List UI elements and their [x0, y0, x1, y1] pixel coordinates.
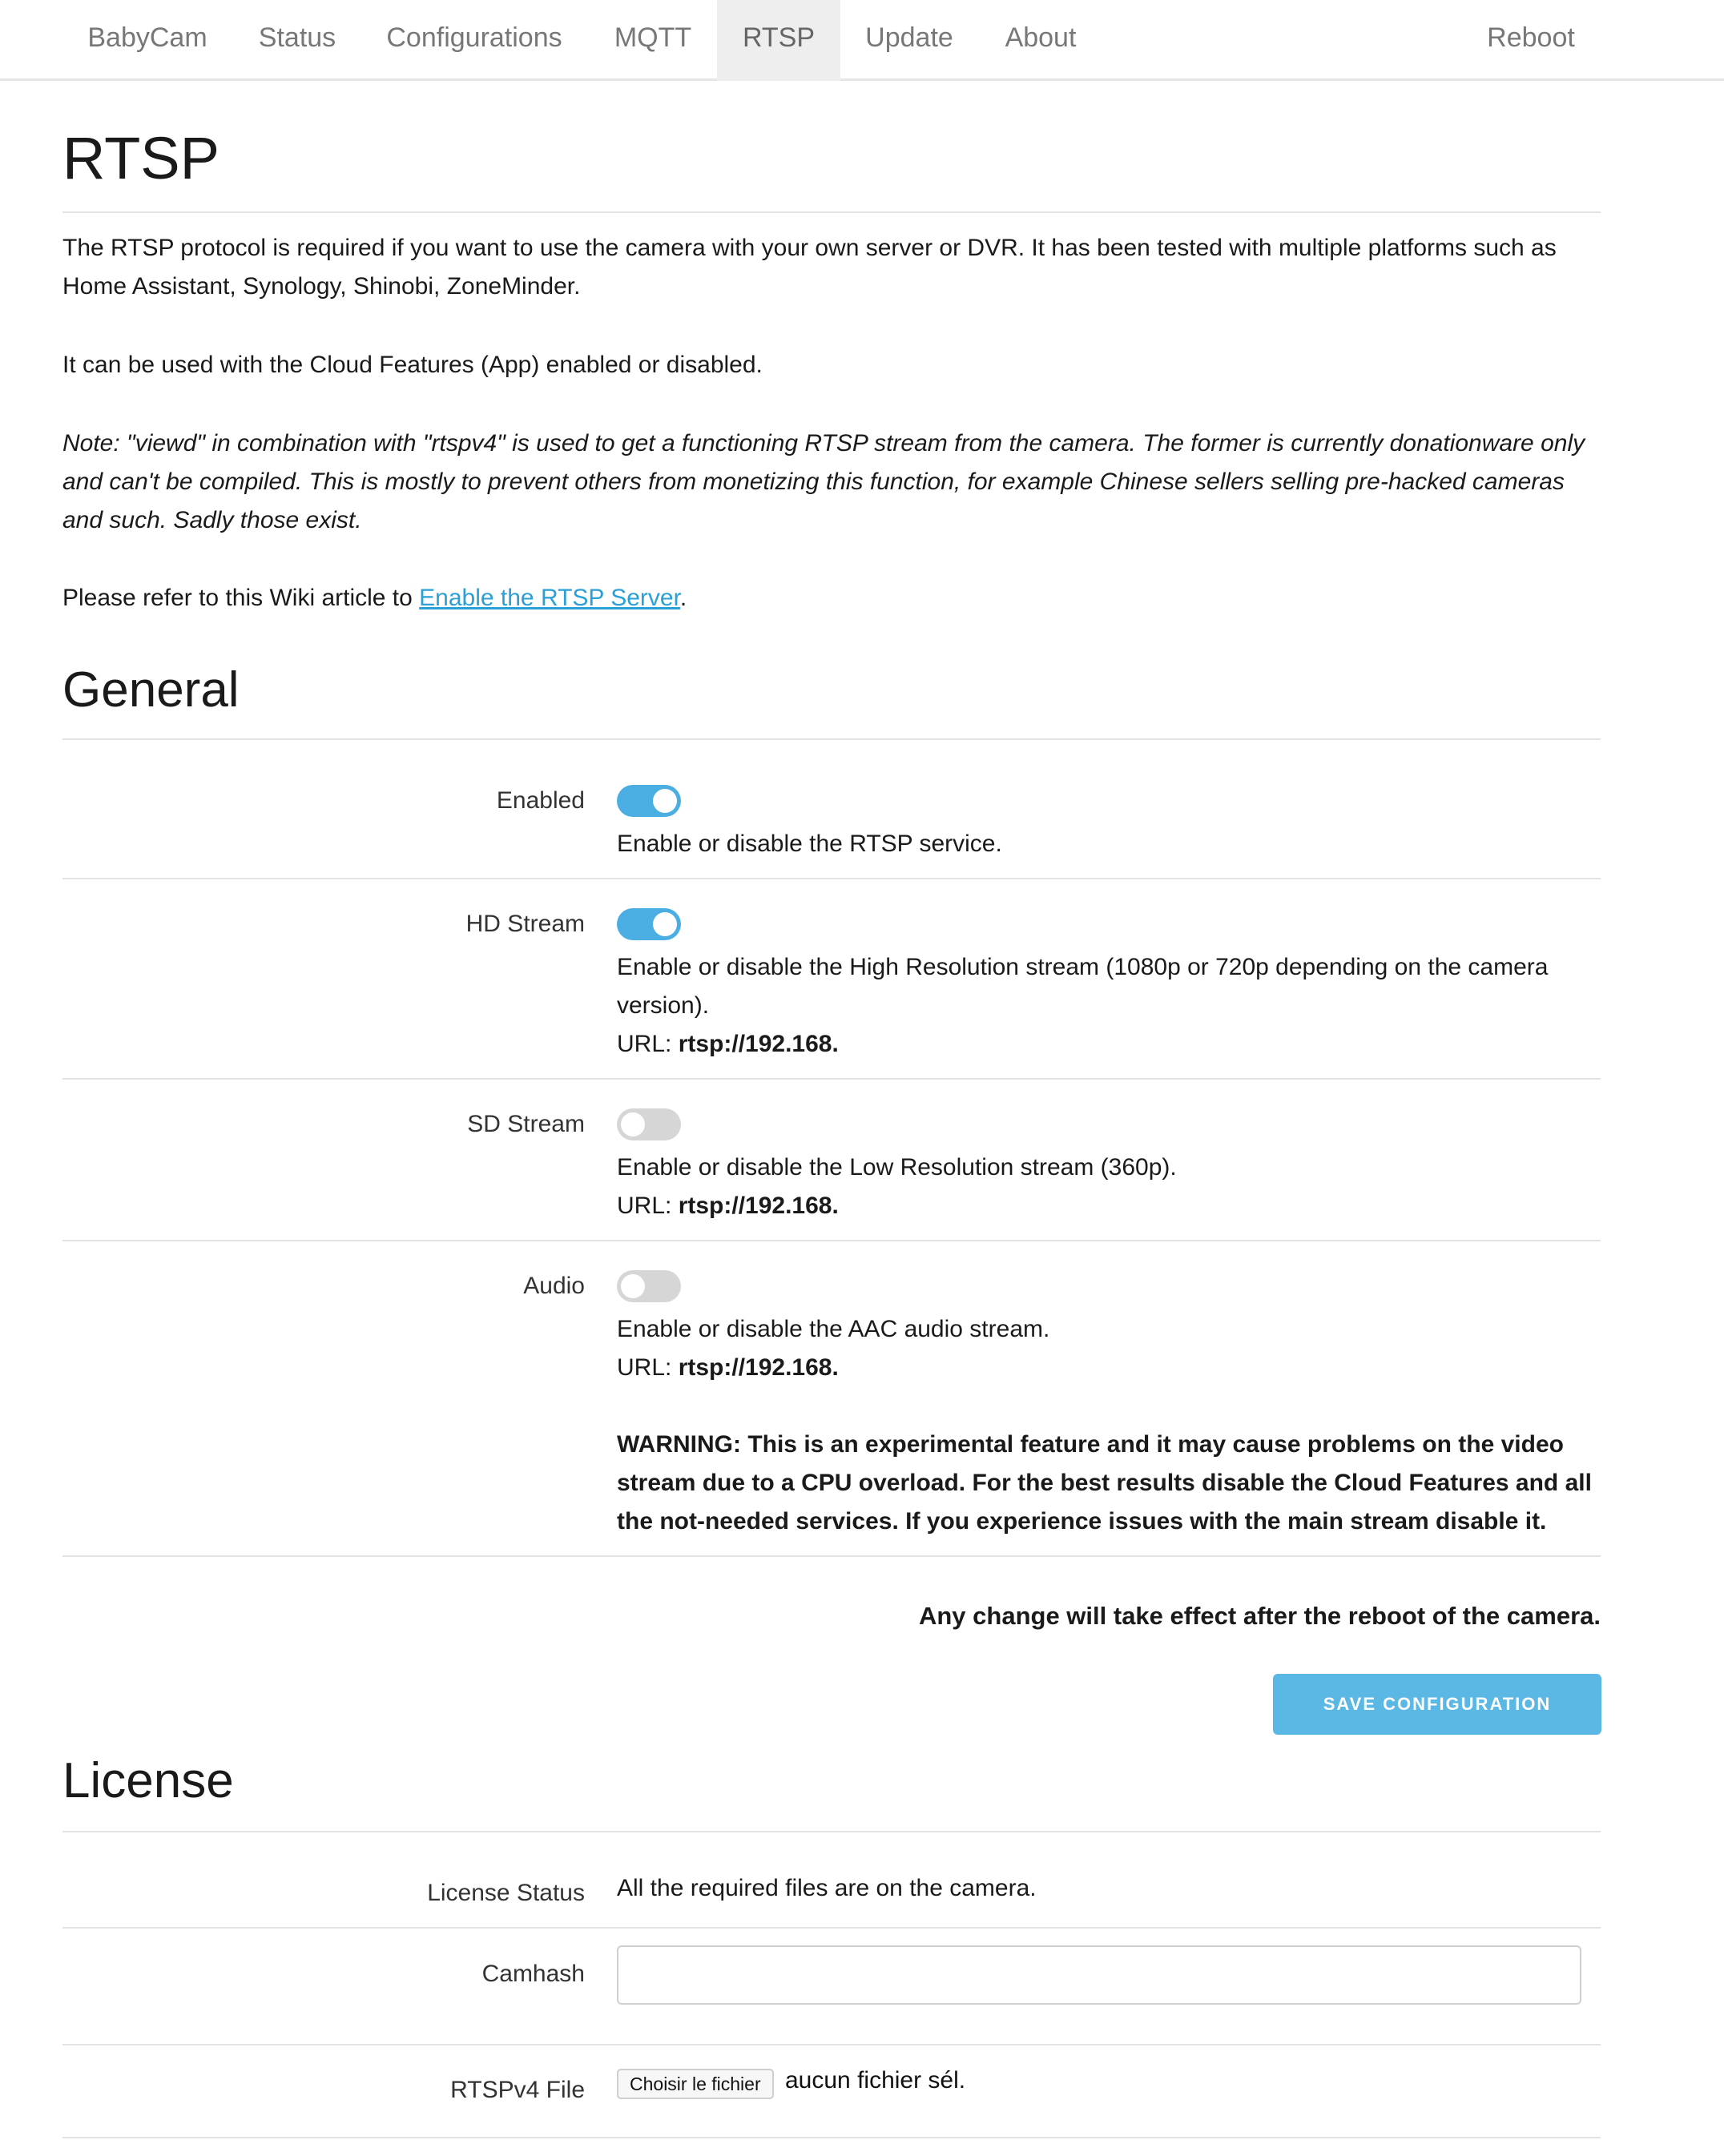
top-navbar: [0, 0, 1724, 81]
row-divider: [62, 1927, 1601, 1929]
audio-label: Audio: [523, 1273, 585, 1299]
sd-stream-toggle[interactable]: [617, 1108, 681, 1140]
nav-item-about[interactable]: About: [1005, 22, 1077, 53]
general-heading: General: [62, 662, 240, 718]
toggle-knob: [621, 1112, 645, 1136]
row-divider: [62, 878, 1601, 879]
sd-stream-url-value: rtsp://192.168.: [678, 1193, 839, 1219]
row-divider: [62, 2044, 1601, 2045]
audio-warning: WARNING: This is an experimental feature and it may cause problems on the video stream due to a CPU overload. For the best results disable the Cloud Features and all the not-needed services. If you experience issues with the main stream disable it.: [617, 1431, 1592, 1535]
sd-stream-description: Enable or disable the Low Resolution stream (360p).: [617, 1154, 1177, 1181]
license-status-value: All the required files are on the camera.: [617, 1875, 1037, 1901]
row-divider: [62, 1078, 1601, 1080]
camhash-input[interactable]: [617, 1945, 1581, 2005]
audio-url-value: rtsp://192.168.: [678, 1354, 839, 1381]
audio-description: Enable or disable the AAC audio stream.: [617, 1316, 1050, 1342]
general-divider: [62, 738, 1601, 740]
reboot-note: Any change will take effect after the reboot of the camera.: [918, 1602, 1601, 1630]
hd-stream-url: [617, 1025, 1602, 1064]
save-configuration-button[interactable]: SAVE CONFIGURATION: [1273, 1674, 1601, 1735]
nav-item-status[interactable]: Status: [258, 22, 336, 53]
sd-stream-label: SD Stream: [467, 1111, 585, 1137]
toggle-knob: [653, 789, 677, 813]
hd-stream-url-value: rtsp://192.168.: [678, 1031, 839, 1057]
license-divider: [62, 1831, 1601, 1832]
nav-item-rtsp[interactable]: RTSP: [717, 0, 840, 81]
sd-stream-url: [617, 1187, 1602, 1225]
intro-paragraph-1: The RTSP protocol is required if you want to use the camera with your own server or DVR. It has been tested with multiple platforms such as Home Assistant, Synology, Shinobi, ZoneMinder.: [62, 235, 1557, 300]
wiki-suffix: .: [679, 585, 687, 611]
rtspv4-file-label: RTSPv4 File: [450, 2077, 585, 2103]
nav-item-mqtt[interactable]: MQTT: [614, 22, 692, 53]
license-status-label: License Status: [427, 1880, 585, 1906]
row-divider: [62, 1555, 1601, 1557]
page-title: RTSP: [62, 125, 220, 191]
url-prefix: URL:: [617, 1193, 679, 1219]
enabled-description: Enable or disable the RTSP service.: [617, 831, 1002, 857]
url-prefix: URL:: [617, 1031, 679, 1057]
toggle-knob: [653, 912, 677, 936]
enabled-toggle[interactable]: [617, 785, 681, 817]
toggle-knob: [621, 1274, 645, 1298]
wiki-prefix: Please refer to this Wiki article to: [62, 585, 420, 611]
row-divider: [62, 2137, 1601, 2138]
camhash-label: Camhash: [481, 1961, 585, 1987]
audio-toggle[interactable]: [617, 1270, 681, 1302]
row-divider: [62, 1240, 1601, 1241]
hd-stream-description: Enable or disable the High Resolution stream (1080p or 720p depending on the camera version).: [617, 954, 1549, 1019]
note-paragraph: Note: "viewd" in combination with "rtspv4" is used to get a functioning RTSP stream from the camera. The former is currently donationware only and can't be compiled. This is mostly to prevent others from monetizing this function, for example Chinese sellers selling pre-hacked cameras and such. Sadly those exist.: [62, 430, 1585, 533]
wiki-link[interactable]: Enable the RTSP Server: [419, 585, 680, 611]
url-prefix: URL:: [617, 1354, 679, 1381]
wiki-paragraph: [62, 579, 1609, 617]
hd-stream-toggle[interactable]: [617, 908, 681, 940]
enabled-label: Enabled: [496, 787, 585, 814]
nav-item-babycam[interactable]: BabyCam: [87, 22, 207, 53]
hd-stream-label: HD Stream: [465, 911, 585, 937]
nav-item-configurations[interactable]: Configurations: [386, 22, 562, 53]
title-divider: [62, 211, 1601, 213]
intro-paragraph-2: It can be used with the Cloud Features (App) enabled or disabled.: [62, 352, 763, 378]
nav-item-reboot[interactable]: Reboot: [1487, 22, 1575, 53]
audio-url: [617, 1349, 1602, 1387]
file-status-text: aucun fichier sél.: [785, 2067, 966, 2094]
choose-file-button[interactable]: Choisir le fichier: [617, 2069, 774, 2099]
license-heading: License: [62, 1753, 234, 1808]
nav-item-update[interactable]: Update: [865, 22, 953, 53]
